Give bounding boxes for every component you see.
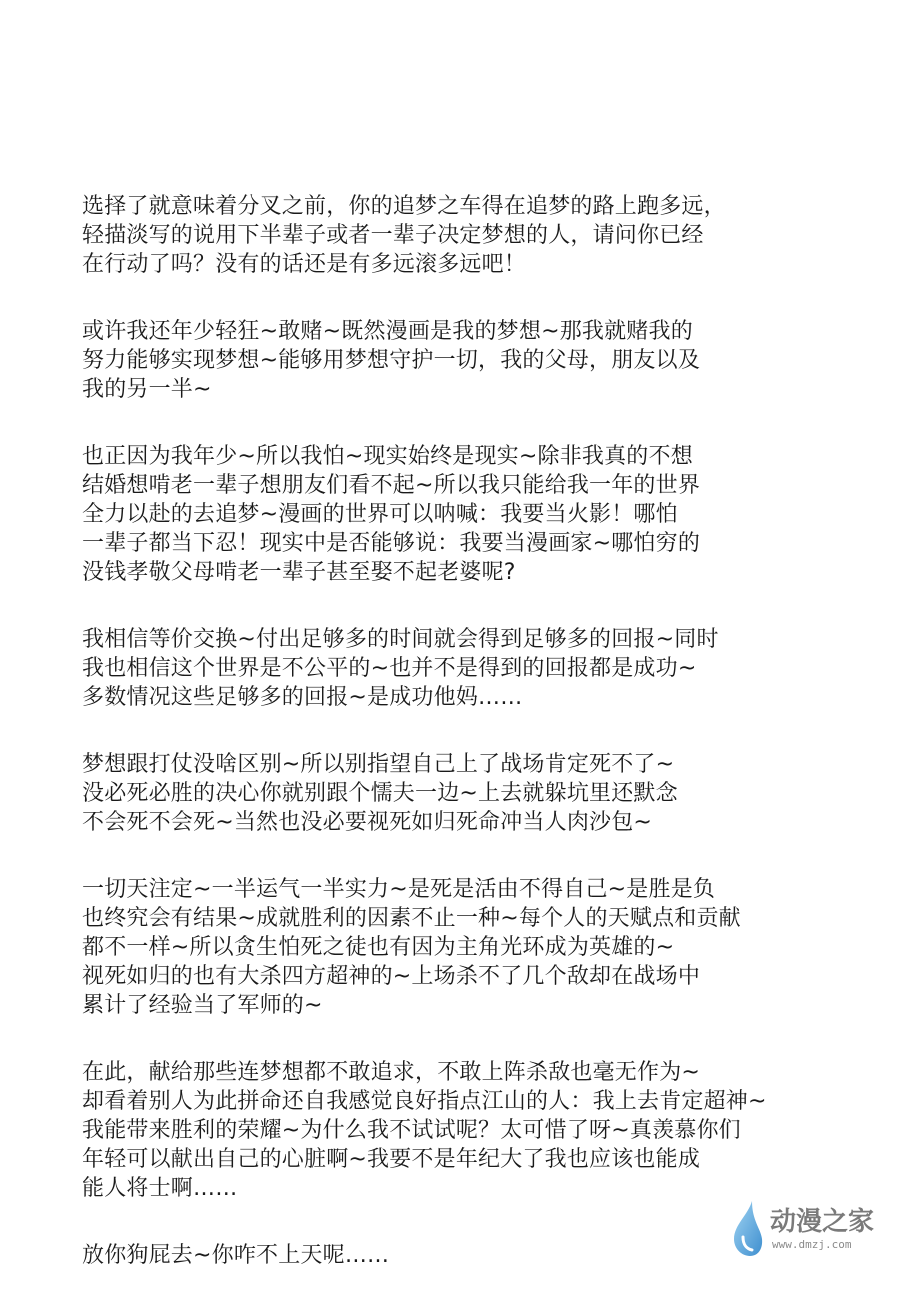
text-line: 放你狗屁去~你咋不上天呢…… [82, 1243, 390, 1268]
text-line: 结婚想啃老一辈子想朋友们看不起~所以我只能给我一年的世界 [82, 473, 701, 498]
watermark-url: www.dmzj.com [772, 1238, 852, 1251]
text-line: 一辈子都当下忍！现实中是否能够说：我要当漫画家~哪怕穷的 [82, 531, 701, 556]
text-line: 在此，献给那些连梦想都不敢追求，不敢上阵杀敌也毫无作为~ [82, 1060, 701, 1085]
text-line: 没钱孝敬父母啃老一辈子甚至娶不起老婆呢? [82, 560, 516, 585]
text-line: 梦想跟打仗没啥区别~所以别指望自己上了战场肯定死不了~ [82, 752, 675, 777]
paragraph-8 [82, 1241, 802, 1270]
text-line: 轻描淡写的说用下半辈子或者一辈子决定梦想的人，请问你已经 [82, 223, 704, 248]
text-line: 选择了就意味着分叉之前，你的追梦之车得在追梦的路上跑多远， [82, 194, 726, 219]
text-line: 我相信等价交换~付出足够多的时间就会得到足够多的回报~同时 [82, 627, 719, 652]
paragraph-2 [82, 317, 802, 404]
text-line: 或许我还年少轻狂~敢赌~既然漫画是我的梦想~那我就赌我的 [82, 319, 693, 344]
watermark-name: 动漫之家 [770, 1207, 875, 1237]
paragraph-4 [82, 625, 802, 712]
text-line: 我的另一半~ [82, 377, 212, 402]
text-line: 一切天注定~一半运气一半实力~是死是活由不得自己~是胜是负 [82, 877, 716, 902]
text-line: 不会死不会死~当然也没必要视死如归死命冲当人肉沙包~ [82, 810, 653, 835]
essay-text [82, 192, 802, 1308]
water-drop-logo-icon [726, 1199, 766, 1259]
paragraph-5 [82, 750, 802, 837]
text-line: 累计了经验当了军师的~ [82, 993, 323, 1018]
text-line: 能人将士啊…… [82, 1176, 238, 1201]
paragraph-7 [82, 1058, 802, 1203]
text-line: 也正因为我年少~所以我怕~现实始终是现实~除非我真的不想 [82, 444, 693, 469]
text-line: 却看着别人为此拼命还自我感觉良好指点江山的人：我上去肯定超神~ [82, 1089, 767, 1114]
paragraph-6 [82, 875, 802, 1020]
text-line: 我也相信这个世界是不公平的~也并不是得到的回报都是成功~ [82, 656, 697, 681]
text-line: 也终究会有结果~成就胜利的因素不止一种~每个人的天赋点和贡献 [82, 906, 741, 931]
text-line: 在行动了吗？没有的话还是有多远滚多远吧！ [82, 252, 527, 277]
text-line: 视死如归的也有大杀四方超神的~上场杀不了几个敌却在战场中 [82, 964, 701, 989]
text-line: 全力以赴的去追梦~漫画的世界可以呐喊：我要当火影！哪怕 [82, 502, 678, 527]
text-line: 我能带来胜利的荣耀~为什么我不试试呢？太可惜了呀~真羡慕你们 [82, 1118, 741, 1143]
text-line: 多数情况这些足够多的回报~是成功他妈…… [82, 685, 523, 710]
paragraph-1 [82, 192, 802, 279]
text-line: 没必死必胜的决心你就别跟个懦夫一边~上去就躲坑里还默念 [82, 781, 678, 806]
text-line: 都不一样~所以贪生怕死之徒也有因为主角光环成为英雄的~ [82, 935, 675, 960]
text-line: 努力能够实现梦想~能够用梦想守护一切，我的父母，朋友以及 [82, 348, 701, 373]
dmzj-watermark [726, 1199, 886, 1259]
paragraph-3 [82, 442, 802, 587]
text-line: 年轻可以献出自己的心脏啊~我要不是年纪大了我也应该也能成 [82, 1147, 701, 1172]
